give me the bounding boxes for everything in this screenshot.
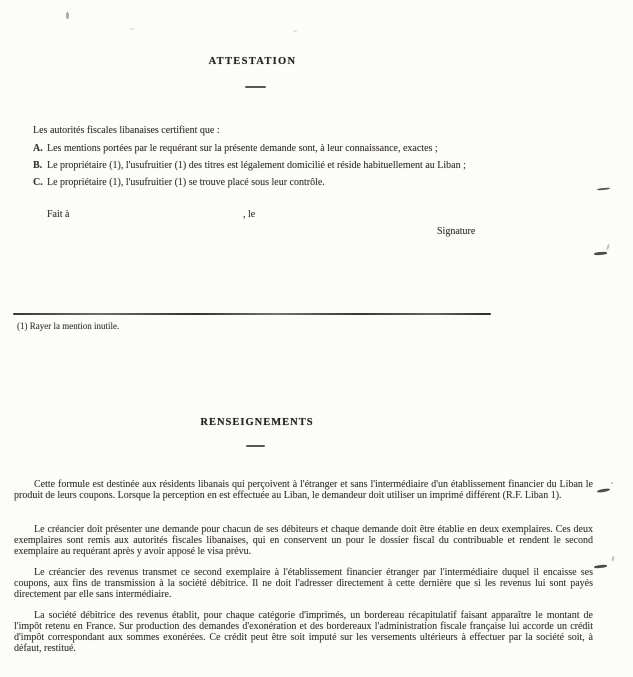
renseignements-paragraph-1: Cette formule est destinée aux résidents libanais qui perçoivent à l'étranger et sans l'intermédiaire d'un établissement financier du Liban le produit de leurs coupons. Lorsque la perception en est effectuée au Liban, le demandeur doit utiliser un imprimé différent (R.F. Liban 1). <box>14 479 593 501</box>
footnote-rule <box>13 313 491 315</box>
scan-artifact-smudge-top <box>66 12 69 19</box>
scan-artifact-tick-1 <box>606 244 610 250</box>
attestation-title-dash <box>245 86 266 88</box>
attestation-item-c <box>33 177 325 188</box>
item-b-label: B. <box>33 160 43 171</box>
attestation-item-a <box>33 143 438 154</box>
fait-a-label: Fait à <box>47 209 70 220</box>
scan-artifact-dot-2 <box>611 482 613 484</box>
item-c-text: Le propriétaire (1), l'usufruitier (1) se trouve placé sous leur contrôle. <box>47 177 325 188</box>
attestation-item-b <box>33 160 466 171</box>
scan-artifact-dash-4 <box>594 564 607 568</box>
scan-artifact-tick-2 <box>611 556 614 561</box>
item-a-text: Les mentions portées par le requérant sur la présente demande sont, à leur connaissance, exactes ; <box>47 143 438 154</box>
attestation-title: ATTESTATION <box>208 56 297 67</box>
attestation-intro: Les autorités fiscales libanaises certifient que : <box>33 125 220 136</box>
renseignements-paragraph-3: Le créancier des revenus transmet ce second exemplaire à l'établissement financier étranger par l'intermédiaire duquel il encaisse ses coupons, aux fins de transmission à la société débitrice. Il ne doit l'adresser directement à cette dernière que si les revenus lui sont payés directement par elle sans intermédiaire. <box>14 567 593 600</box>
scan-artifact-dash-2 <box>594 251 607 255</box>
renseignements-title-dash <box>246 445 265 447</box>
item-b-text: Le propriétaire (1), l'usufruitier (1) des titres est légalement domicilié et réside habituellement au Liban ; <box>47 160 466 171</box>
scan-artifact-dash-3 <box>597 488 610 493</box>
renseignements-paragraph-2: Le créancier doit présenter une demande pour chacun de ses débiteurs et chaque demande doit être établie en deux exemplaires. Ces deux exemplaires sont remis aux autorités fiscales libanaises, qui en conservent un pour le dossier fiscal du contribuable et rendent le second exemplaire au requérant après y avoir apposé le visa prévu. <box>14 524 593 557</box>
item-a-label: A. <box>33 143 43 154</box>
renseignements-paragraph-4: La société débitrice des revenus établit, pour chaque catégorie d'imprimés, un bordereau récapitulatif faisant apparaître le montant de l'impôt retenu en France. Sur production des demandes d'exonération et des bordereaux l'administration fiscale française lui accorde un crédit d'impôt correspondant aux sommes exonérées. Ce crédit peut être soit imputé sur les versements ultérieurs à effectuer par la société soit, à défaut, restitué. <box>14 610 593 654</box>
renseignements-title: RENSEIGNEMENTS <box>200 417 314 428</box>
footnote-text: (1) Rayer la mention inutile. <box>17 321 120 331</box>
scan-artifact-dash-1 <box>597 187 610 190</box>
le-label: , le <box>243 209 256 220</box>
scan-artifact-speck-1 <box>130 28 134 30</box>
scan-artifact-speck-2 <box>293 30 297 32</box>
item-c-label: C. <box>33 177 43 188</box>
signature-label: Signature <box>437 226 476 237</box>
